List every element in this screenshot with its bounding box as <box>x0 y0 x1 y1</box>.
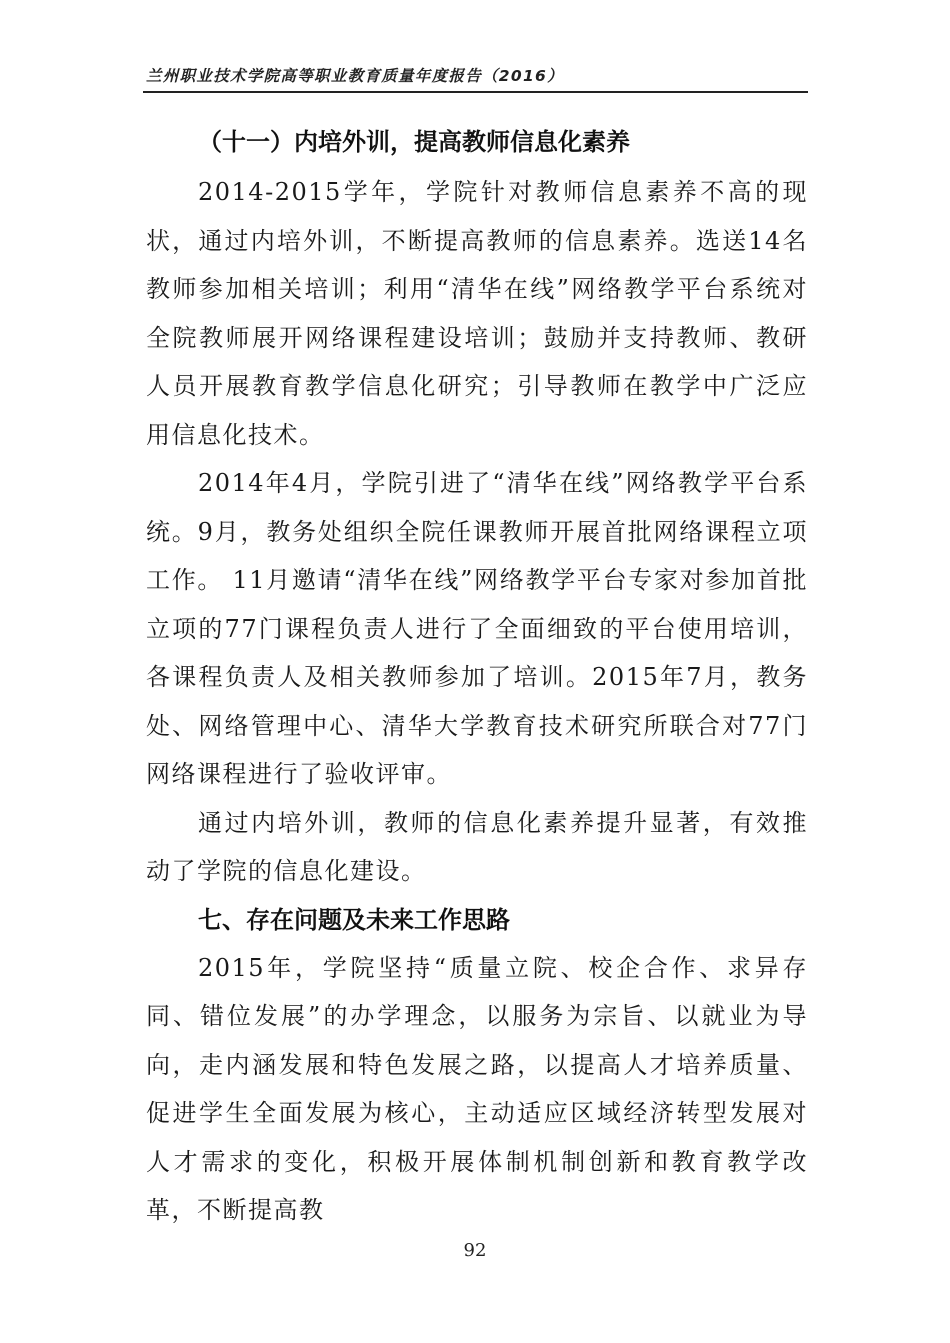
header-rule <box>143 91 808 93</box>
body-paragraph: 通过内培外训，教师的信息化素养提升显著，有效推动了学院的信息化建设。 <box>146 808 808 885</box>
page-body <box>146 118 808 1235</box>
running-header: 兰州职业技术学院高等职业教育质量年度报告（2016） <box>146 67 564 85</box>
section-heading-7: 七、存在问题及未来工作思路 <box>198 905 510 934</box>
section-heading-11: （十一）内培外训，提高教师信息化素养 <box>198 128 630 156</box>
body-paragraph: 2014年4月，学院引进了“清华在线”网络教学平台系统。9月，教务处组织全院任课教师开展首批网络课程立项工作。 11月邀请“清华在线”网络教学平台专家对参加首批立项的77门课程负责人进行了全面细致的平台使用培训，各课程负责人及相关教师参加了培训。2015年7月，教务处、网络管理中心、清华大学教育技术研究所联合对77门网络课程进行了验收评审。 <box>146 469 808 788</box>
body-paragraph: 2014-2015学年，学院针对教师信息素养不高的现状，通过内培外训，不断提高教师的信息素养。选送14名教师参加相关培训；利用“清华在线”网络教学平台系统对全院教师展开网络课程建设培训；鼓励并支持教师、教研人员开展教育教学信息化研究；引导教师在教学中广泛应用信息化技术。 <box>146 178 808 449</box>
page-number: 92 <box>463 1240 487 1261</box>
body-paragraph: 2015年，学院坚持“质量立院、校企合作、求异存同、错位发展”的办学理念，以服务为宗旨、以就业为导向，走内涵发展和特色发展之路，以提高人才培养质量、促进学生全面发展为核心，主动适应区域经济转型发展对人才需求的变化，积极开展体制机制创新和教育教学改革，不断提高教 <box>146 953 808 1224</box>
